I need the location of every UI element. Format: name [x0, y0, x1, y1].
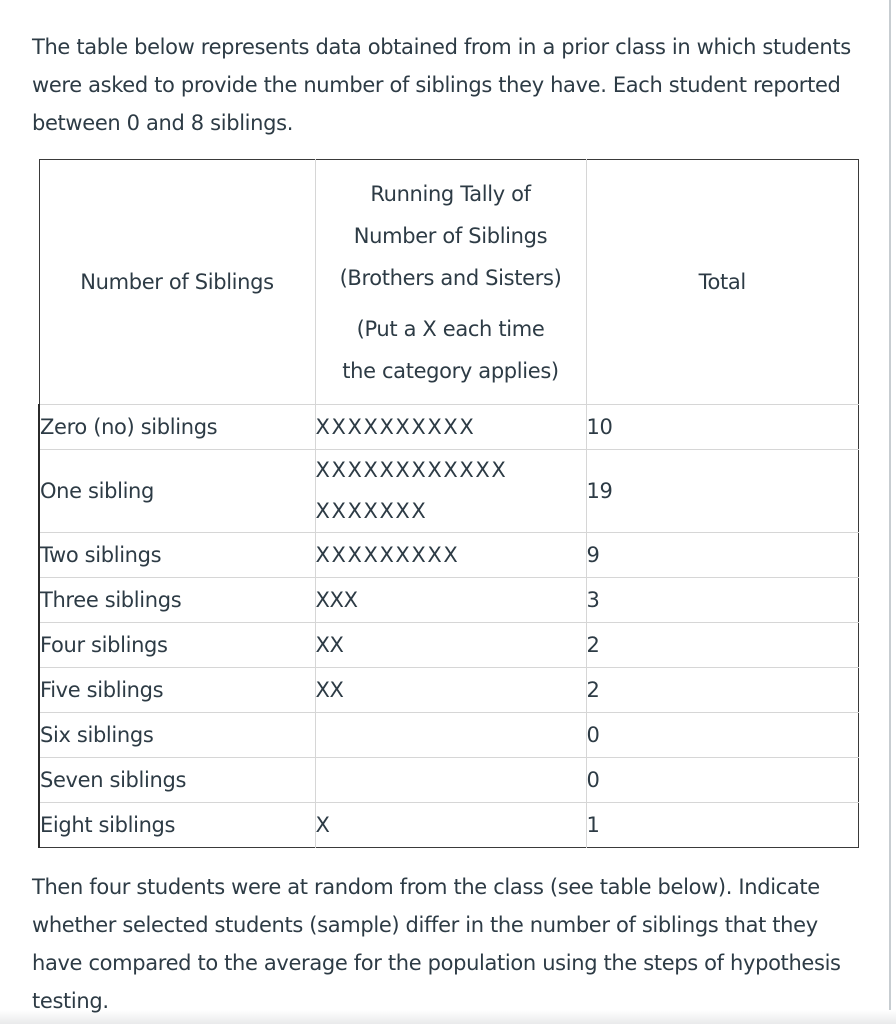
table-row — [39, 450, 859, 533]
row-total: 2 — [586, 668, 859, 713]
row-label: Six siblings — [39, 713, 315, 758]
row-label: Four siblings — [39, 623, 315, 668]
row-tally: XX — [315, 623, 586, 668]
row-total: 19 — [586, 450, 859, 533]
row-tally: XXXXXXXXX — [315, 533, 586, 578]
table-row — [39, 713, 859, 758]
header-total: Total — [586, 160, 859, 405]
table-row — [39, 533, 859, 578]
header-tally-line-2: Number of Siblings — [353, 223, 548, 248]
intro-paragraph: The table below represents data obtained from in a prior class in which students were asked to provide the number of siblings they have. Each student reported between 0 and 8 siblings. — [32, 35, 851, 135]
header-tally-line-1: Running Tally of — [370, 181, 531, 206]
table-row — [39, 668, 859, 713]
row-tally — [315, 758, 586, 803]
row-label: Three siblings — [39, 578, 315, 623]
row-label: Seven siblings — [39, 758, 315, 803]
table-row — [39, 405, 859, 450]
header-tally-line-3: (Brothers and Sisters) — [339, 265, 562, 290]
row-tally: XXXXXXXXXX — [315, 405, 586, 450]
row-tally — [315, 450, 586, 533]
siblings-tally-table — [38, 159, 859, 848]
row-tally-line-2: XXXXXXX — [315, 499, 428, 523]
row-total: 10 — [586, 405, 859, 450]
row-label: Two siblings — [39, 533, 315, 578]
row-label: Zero (no) siblings — [39, 405, 315, 450]
row-tally: XXX — [315, 578, 586, 623]
row-label: Five siblings — [39, 668, 315, 713]
row-total: 3 — [586, 578, 859, 623]
row-total: 2 — [586, 623, 859, 668]
table-row — [39, 758, 859, 803]
table-row — [39, 623, 859, 668]
row-label: Eight siblings — [39, 803, 315, 848]
row-tally: XX — [315, 668, 586, 713]
table-row — [39, 578, 859, 623]
row-tally-line-1: XXXXXXXXXXXX — [315, 458, 508, 482]
table-header-row — [39, 160, 859, 405]
row-total: 1 — [586, 813, 600, 837]
row-total: 0 — [586, 713, 859, 758]
row-tally — [315, 713, 586, 758]
outro-paragraph: Then four students were at random from the class (see table below). Indicate whether selected students (sample) differ in the number of siblings that they have compared to the average for the population using the steps of hypothesis testing. — [32, 875, 841, 1013]
row-total: 0 — [586, 758, 859, 803]
table-row — [39, 803, 859, 848]
header-running-tally — [315, 160, 586, 405]
header-tally-line-4: (Put a X each time — [356, 316, 545, 341]
row-tally: X — [315, 803, 586, 848]
row-total: 9 — [586, 533, 859, 578]
header-tally-line-5: the category applies) — [342, 358, 559, 383]
row-label: One sibling — [39, 450, 315, 533]
header-number-of-siblings: Number of Siblings — [39, 160, 315, 405]
